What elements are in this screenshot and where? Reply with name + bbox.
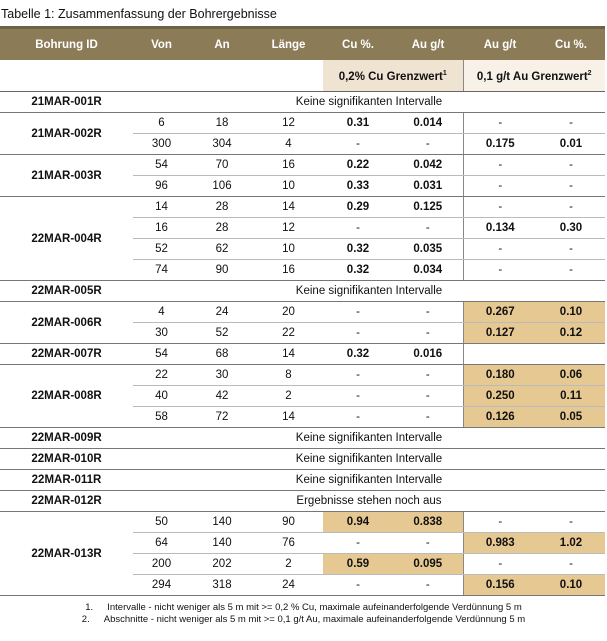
au-cutoff-value: 0.126 (463, 407, 537, 428)
hole-id: 22MAR-013R (0, 512, 133, 596)
to-value: 68 (190, 344, 254, 365)
to-value: 18 (190, 113, 254, 134)
au-cutoff-value (463, 344, 537, 365)
footnote-2: 2. Abschnitte - nicht weniger als 5 m mit >= 0,1 g/t Au, maximale aufeinanderfolgende Verdünnung 5 m (81, 614, 526, 625)
to-value: 140 (190, 533, 254, 554)
au-cutoff-value: 0.134 (463, 218, 537, 239)
cu-cutoff-value: 1.02 (537, 533, 605, 554)
au-value: 0.838 (393, 512, 463, 533)
header-au-gt: Au g/t (393, 28, 463, 61)
length-value: 12 (254, 113, 323, 134)
length-value: 14 (254, 407, 323, 428)
hole-id: 22MAR-008R (0, 365, 133, 428)
hole-note: Keine signifikanten Intervalle (133, 449, 605, 470)
to-value: 106 (190, 176, 254, 197)
au-cutoff-value: - (463, 113, 537, 134)
table-row (0, 512, 605, 533)
cu-cutoff-value: 0.10 (537, 575, 605, 596)
header-hole-id: Bohrung ID (0, 28, 133, 61)
au-cutoff-value: - (463, 197, 537, 218)
au-value: 0.035 (393, 239, 463, 260)
from-value: 96 (133, 176, 190, 197)
au-cutoff-value: 0.127 (463, 323, 537, 344)
from-value: 200 (133, 554, 190, 575)
length-value: 24 (254, 575, 323, 596)
to-value: 62 (190, 239, 254, 260)
au-value: 0.095 (393, 554, 463, 575)
length-value: 10 (254, 176, 323, 197)
cu-value: 0.31 (323, 113, 393, 134)
header-cu-pct-2: Cu %. (537, 28, 605, 61)
from-value: 54 (133, 344, 190, 365)
to-value: 28 (190, 197, 254, 218)
hole-id: 21MAR-002R (0, 113, 133, 155)
to-value: 70 (190, 155, 254, 176)
au-value: - (393, 365, 463, 386)
cu-value: - (323, 575, 393, 596)
cu-value: - (323, 218, 393, 239)
table-row (0, 197, 605, 218)
length-value: 76 (254, 533, 323, 554)
cu-cutoff-value: 0.11 (537, 386, 605, 407)
from-value: 22 (133, 365, 190, 386)
from-value: 16 (133, 218, 190, 239)
to-value: 42 (190, 386, 254, 407)
au-cutoff-value: - (463, 239, 537, 260)
au-value: 0.034 (393, 260, 463, 281)
cu-value: - (323, 407, 393, 428)
au-value: 0.031 (393, 176, 463, 197)
table-row (0, 449, 605, 470)
to-value: 52 (190, 323, 254, 344)
table-caption: Tabelle 1: Zusammenfassung der Bohrergebnisse (1, 7, 277, 21)
from-value: 40 (133, 386, 190, 407)
from-value: 14 (133, 197, 190, 218)
hole-id: 22MAR-005R (0, 281, 133, 302)
length-value: 8 (254, 365, 323, 386)
from-value: 64 (133, 533, 190, 554)
cu-cutoff-value: 0.01 (537, 134, 605, 155)
table-row (0, 92, 605, 113)
au-cutoff-label: 0,1 g/t Au Grenzwert$^2$ (463, 60, 605, 92)
cu-value: - (323, 386, 393, 407)
cu-value: - (323, 533, 393, 554)
header-length: Länge (254, 28, 323, 61)
length-value: 20 (254, 302, 323, 323)
header-from: Von (133, 28, 190, 61)
cu-cutoff-value: - (537, 155, 605, 176)
cu-cutoff-value: - (537, 554, 605, 575)
au-value: 0.016 (393, 344, 463, 365)
cu-value: - (323, 134, 393, 155)
table-row (0, 281, 605, 302)
cu-value: 0.32 (323, 260, 393, 281)
au-cutoff-value: 0.983 (463, 533, 537, 554)
au-cutoff-value: 0.175 (463, 134, 537, 155)
au-cutoff-value: - (463, 155, 537, 176)
au-cutoff-value: 0.267 (463, 302, 537, 323)
hole-id: 22MAR-009R (0, 428, 133, 449)
au-value: - (393, 218, 463, 239)
au-value: - (393, 323, 463, 344)
cu-cutoff-value: - (537, 197, 605, 218)
cu-value: 0.32 (323, 239, 393, 260)
hole-id: 22MAR-011R (0, 470, 133, 491)
length-value: 4 (254, 134, 323, 155)
cu-value: - (323, 365, 393, 386)
hole-id: 22MAR-012R (0, 491, 133, 512)
hole-id: 21MAR-003R (0, 155, 133, 197)
to-value: 30 (190, 365, 254, 386)
cu-value: 0.22 (323, 155, 393, 176)
length-value: 14 (254, 197, 323, 218)
table-body (0, 92, 605, 596)
cu-value: 0.94 (323, 512, 393, 533)
length-value: 12 (254, 218, 323, 239)
footnotes (0, 596, 607, 626)
cu-cutoff-value: - (537, 239, 605, 260)
cu-cutoff-value: - (537, 176, 605, 197)
to-value: 304 (190, 134, 254, 155)
length-value: 2 (254, 554, 323, 575)
header-cu-pct: Cu %. (323, 28, 393, 61)
cu-cutoff-value: - (537, 113, 605, 134)
cu-cutoff-value (537, 344, 605, 365)
drill-results-table (0, 26, 605, 596)
length-value: 16 (254, 260, 323, 281)
to-value: 318 (190, 575, 254, 596)
au-value: - (393, 134, 463, 155)
to-value: 140 (190, 512, 254, 533)
length-value: 10 (254, 239, 323, 260)
table-row (0, 155, 605, 176)
cu-cutoff-value: 0.05 (537, 407, 605, 428)
au-cutoff-value: - (463, 554, 537, 575)
from-value: 300 (133, 134, 190, 155)
cu-value: 0.29 (323, 197, 393, 218)
cu-cutoff-value: 0.06 (537, 365, 605, 386)
from-value: 294 (133, 575, 190, 596)
au-value: - (393, 302, 463, 323)
table-row (0, 365, 605, 386)
footnote-1: 1. Intervalle - nicht weniger als 5 m mit >= 0,2 % Cu, maximale aufeinanderfolgende Verdünnung 5 m (85, 602, 522, 613)
au-cutoff-value: 0.250 (463, 386, 537, 407)
header-au-gt-2: Au g/t (463, 28, 537, 61)
from-value: 74 (133, 260, 190, 281)
from-value: 54 (133, 155, 190, 176)
table-row (0, 344, 605, 365)
from-value: 30 (133, 323, 190, 344)
au-value: - (393, 386, 463, 407)
hole-id: 22MAR-006R (0, 302, 133, 344)
cu-value: - (323, 302, 393, 323)
cu-value: - (323, 323, 393, 344)
length-value: 16 (254, 155, 323, 176)
au-cutoff-value: - (463, 176, 537, 197)
subheader-row (0, 60, 605, 92)
au-value: 0.014 (393, 113, 463, 134)
au-cutoff-value: - (463, 512, 537, 533)
table-row (0, 302, 605, 323)
length-value: 2 (254, 386, 323, 407)
from-value: 50 (133, 512, 190, 533)
from-value: 58 (133, 407, 190, 428)
hole-note: Keine signifikanten Intervalle (133, 281, 605, 302)
cu-value: 0.59 (323, 554, 393, 575)
to-value: 24 (190, 302, 254, 323)
cu-cutoff-value: 0.10 (537, 302, 605, 323)
from-value: 4 (133, 302, 190, 323)
au-cutoff-value: 0.180 (463, 365, 537, 386)
cu-cutoff-value: 0.12 (537, 323, 605, 344)
hole-id: 22MAR-010R (0, 449, 133, 470)
au-value: - (393, 407, 463, 428)
cu-value: 0.33 (323, 176, 393, 197)
hole-id: 21MAR-001R (0, 92, 133, 113)
hole-note: Keine signifikanten Intervalle (133, 428, 605, 449)
cu-cutoff-value: 0.30 (537, 218, 605, 239)
table-row (0, 491, 605, 512)
hole-note: Ergebnisse stehen noch aus (133, 491, 605, 512)
au-value: - (393, 575, 463, 596)
au-value: - (393, 533, 463, 554)
au-cutoff-value: 0.156 (463, 575, 537, 596)
cu-cutoff-label: 0,2% Cu Grenzwert$^1$ (323, 60, 463, 92)
hole-note: Keine signifikanten Intervalle (133, 470, 605, 491)
header-to: An (190, 28, 254, 61)
cu-cutoff-value: - (537, 260, 605, 281)
hole-id: 22MAR-004R (0, 197, 133, 281)
to-value: 202 (190, 554, 254, 575)
table-row (0, 470, 605, 491)
from-value: 6 (133, 113, 190, 134)
length-value: 90 (254, 512, 323, 533)
cu-cutoff-value: - (537, 512, 605, 533)
header-row (0, 28, 605, 61)
hole-note: Keine signifikanten Intervalle (133, 92, 605, 113)
au-value: 0.125 (393, 197, 463, 218)
length-value: 22 (254, 323, 323, 344)
table-row (0, 113, 605, 134)
hole-id: 22MAR-007R (0, 344, 133, 365)
to-value: 72 (190, 407, 254, 428)
to-value: 28 (190, 218, 254, 239)
table-row (0, 428, 605, 449)
to-value: 90 (190, 260, 254, 281)
au-cutoff-value: - (463, 260, 537, 281)
from-value: 52 (133, 239, 190, 260)
length-value: 14 (254, 344, 323, 365)
au-value: 0.042 (393, 155, 463, 176)
cu-value: 0.32 (323, 344, 393, 365)
